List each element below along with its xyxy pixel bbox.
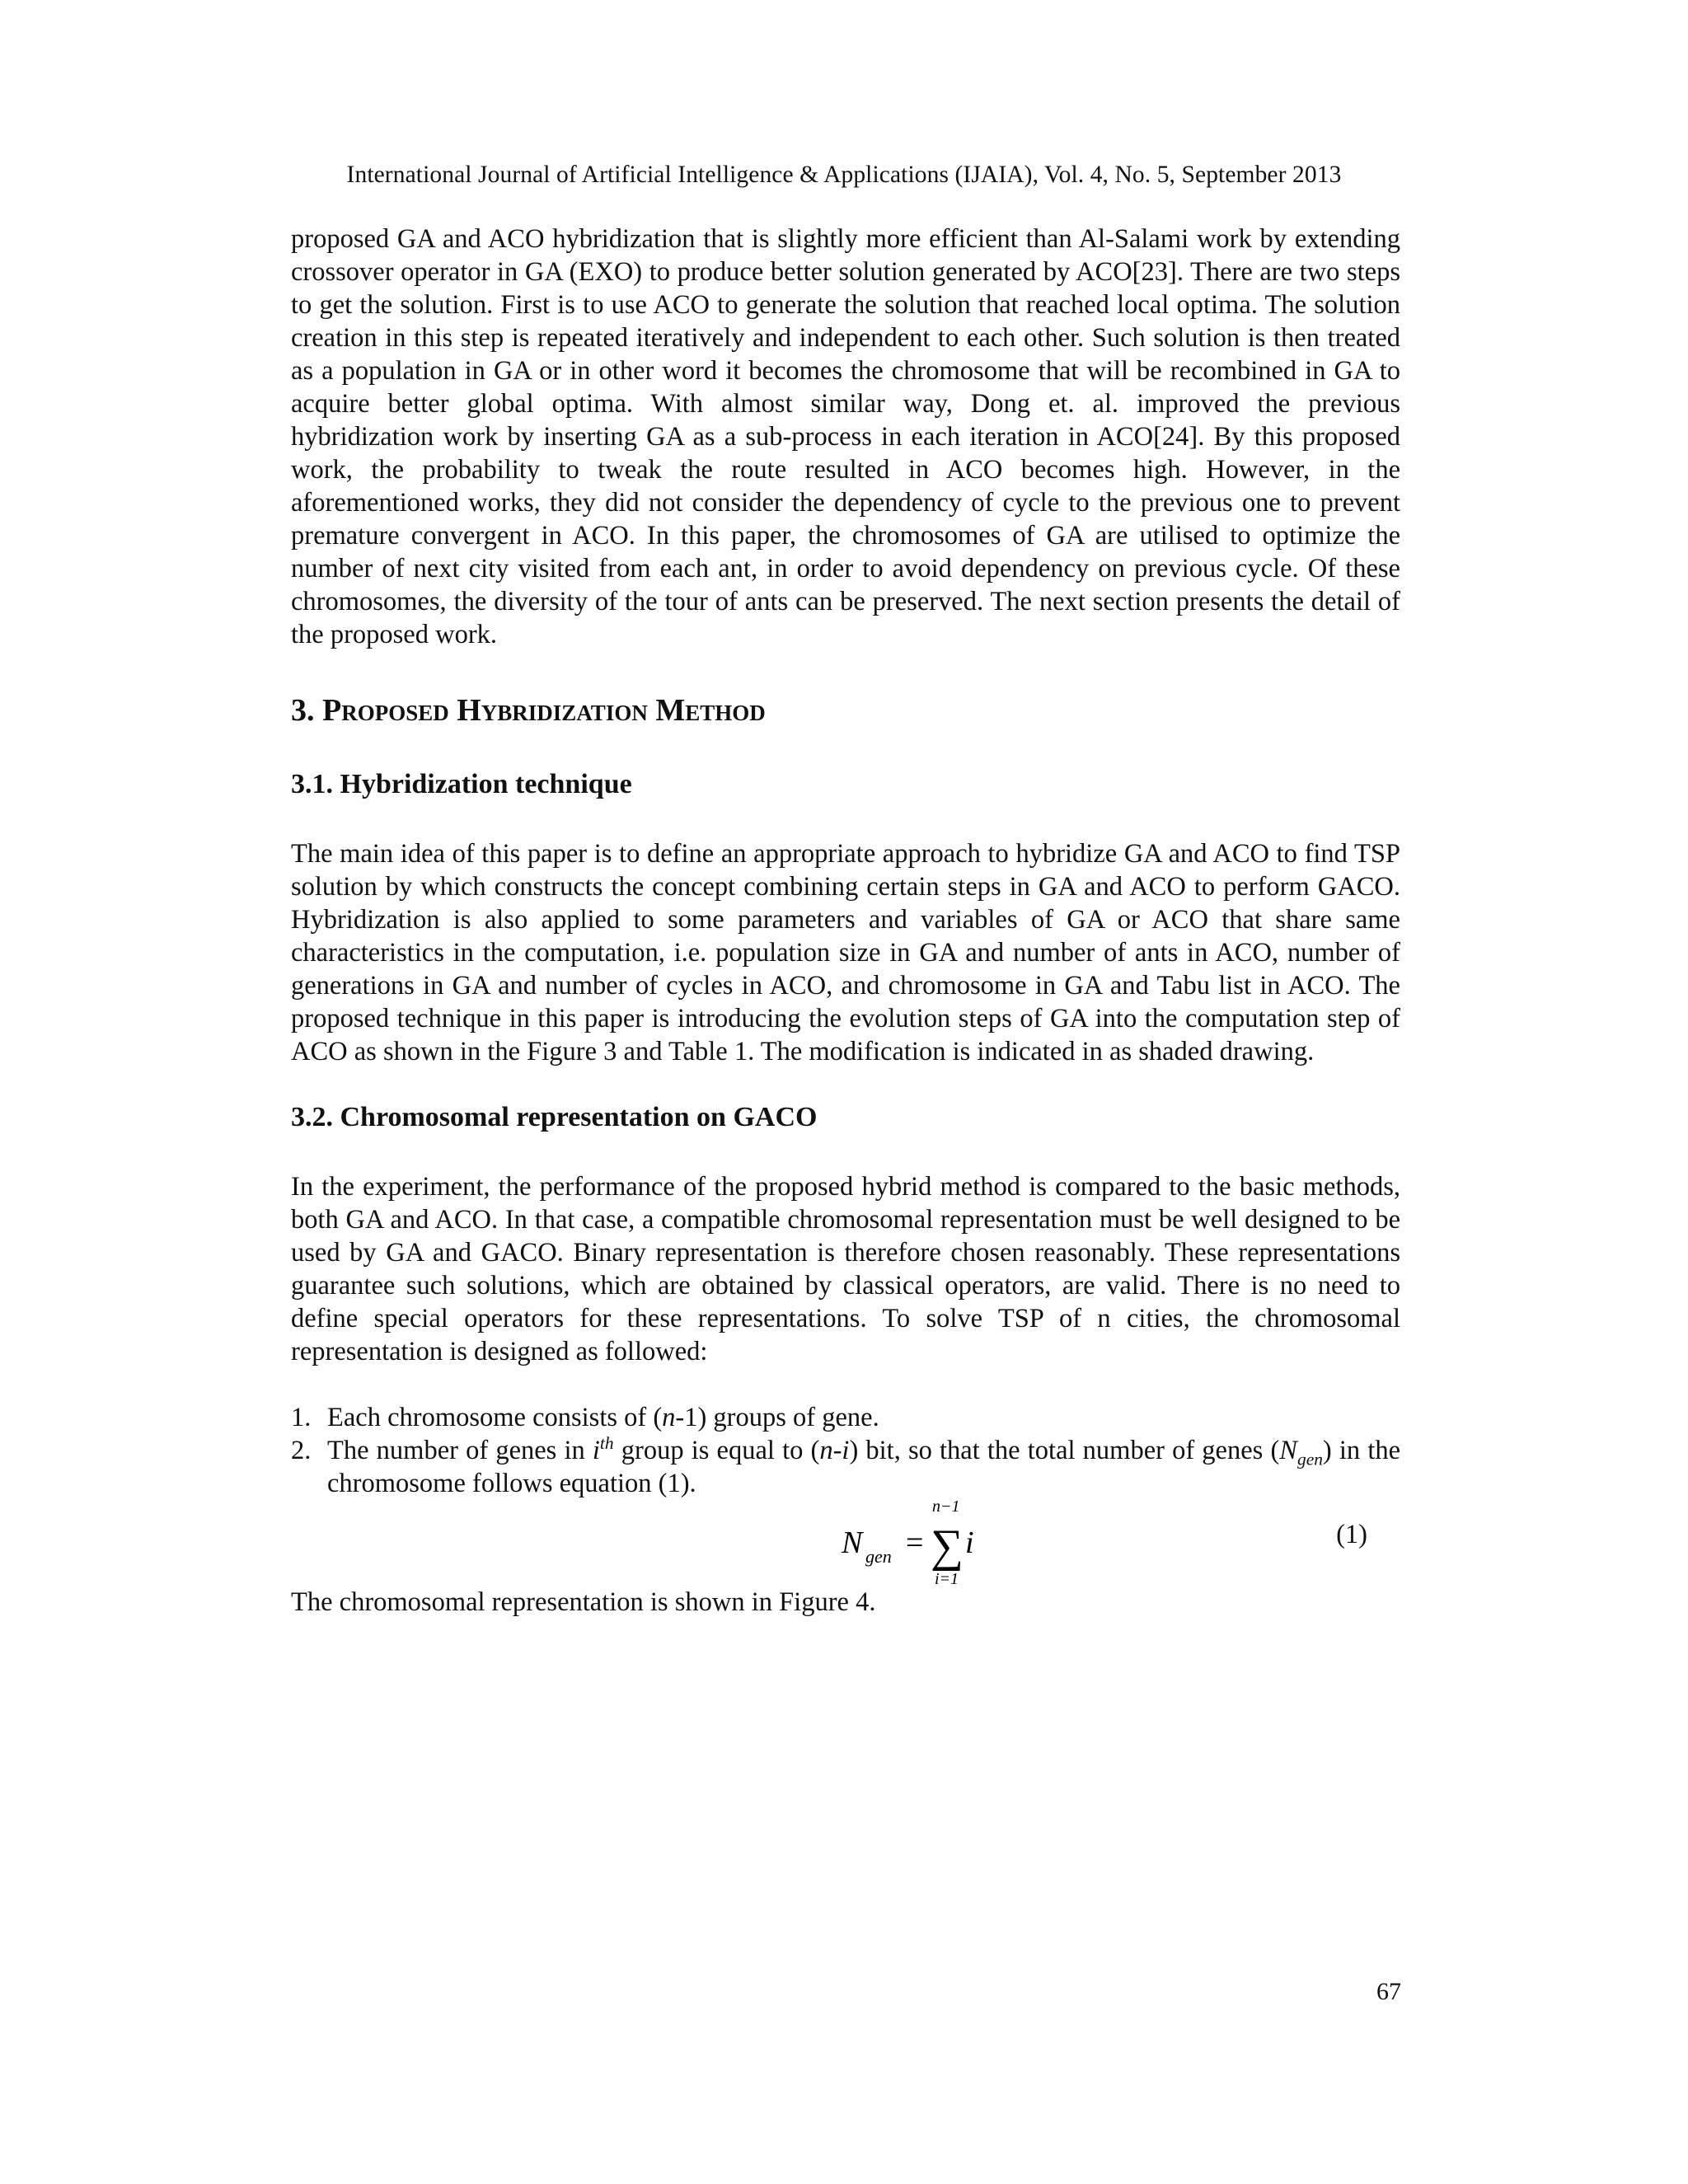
equation-upper-limit: n−1 (932, 1500, 960, 1516)
page-number: 67 (1376, 1978, 1401, 2005)
section-3-1-heading: 3.1. Hybridization technique (291, 769, 632, 799)
equation-equals: = (906, 1526, 924, 1560)
equation-lhs-subscript: gen (865, 1546, 892, 1567)
equation-lhs: N (842, 1526, 863, 1560)
section-3-heading: 3. Proposed Hybridization Method (291, 693, 766, 728)
equation-1 (291, 1500, 1400, 1586)
section-3-2-paragraph: In the experiment, the performance of the proposed hybrid method is compared to the basic methods, both GA and ACO. In that case, a compatible chromosomal representation must be well designed to be used by GA and GACO. Binary representation is therefore chosen reasonably. These representations guarantee such solutions, which are obtained by classical operators, are valid. There is no need to define special operators for these representations. To solve TSP of n cities, the chromosomal representation is designed as followed: (291, 1172, 1400, 1366)
closing-sentence: The chromosomal representation is shown in Figure 4. (291, 1587, 876, 1617)
running-header: International Journal of Artificial Intelligence & Applications (IJAIA), Vol. 4, No. 5, September 2013 (346, 162, 1342, 188)
section-3-1-paragraph: The main idea of this paper is to define an appropriate approach to hybridize GA and ACO to find TSP solution by which constructs the concept combining certain steps in GA and ACO to perform GACO. Hybridization is also applied to some parameters and variables of GA or ACO that share same characteristics in the computation, i.e. population size in GA and number of ants in ACO, number of generations in GA and number of cycles in ACO, and chromosome in GA and Tabu list in ACO. The proposed technique in this paper is introducing the evolution steps of GA into the computation step of ACO as shown in the Figure 3 and Table 1. The modification is indicated in as shaded drawing. (291, 839, 1400, 1066)
equation-number: (1) (1336, 1520, 1367, 1549)
equation-graphic (291, 1500, 1400, 1586)
section-3-2-heading: 3.2. Chromosomal representation on GACO (291, 1102, 818, 1132)
equation-term: i (965, 1526, 974, 1560)
list-item: 2. The number of genes in $i^{th}$ group is equal to (n-i) bit, so that the total number of genes $(N_{gen})$ in the chromosome follows equation (1). (291, 1433, 1401, 1498)
intro-paragraph: proposed GA and ACO hybridization that is slightly more efficient than Al-Salami work by extending crossover operator in GA (EXO) to produce better solution generated by ACO[23]. There are two steps to get the solution. First is to use ACO to generate the solution that reached local optima. The solution creation in this step is repeated iteratively and independent to each other. Such solution is then treated as a population in GA or in other word it becomes the chromosome that will be recombined in GA to acquire better global optima. With almost similar way, Dong et. al. improved the previous hybridization work by inserting GA as a sub-process in each iteration in ACO[24]. By this proposed work, the probability to tweak the route resulted in ACO becomes high. However, in the aforementioned works, they did not consider the dependency of cycle to the previous one to prevent premature convergent in ACO. In this paper, the chromosomes of GA are utilised to optimize the number of next city visited from each ant, in order to avoid dependency on previous cycle. Of these chromosomes, the diversity of the tour of ants can be preserved. The next section presents the detail of the proposed work. (291, 224, 1400, 649)
chromosome-rules-list (291, 1401, 1400, 1500)
equation-lower-limit: i=1 (935, 1570, 959, 1586)
page-content (291, 223, 1400, 1619)
list-item: 1. Each chromosome consists of (n-1) groups of gene. (291, 1403, 879, 1432)
equation-sigma: ∑ (931, 1521, 964, 1572)
